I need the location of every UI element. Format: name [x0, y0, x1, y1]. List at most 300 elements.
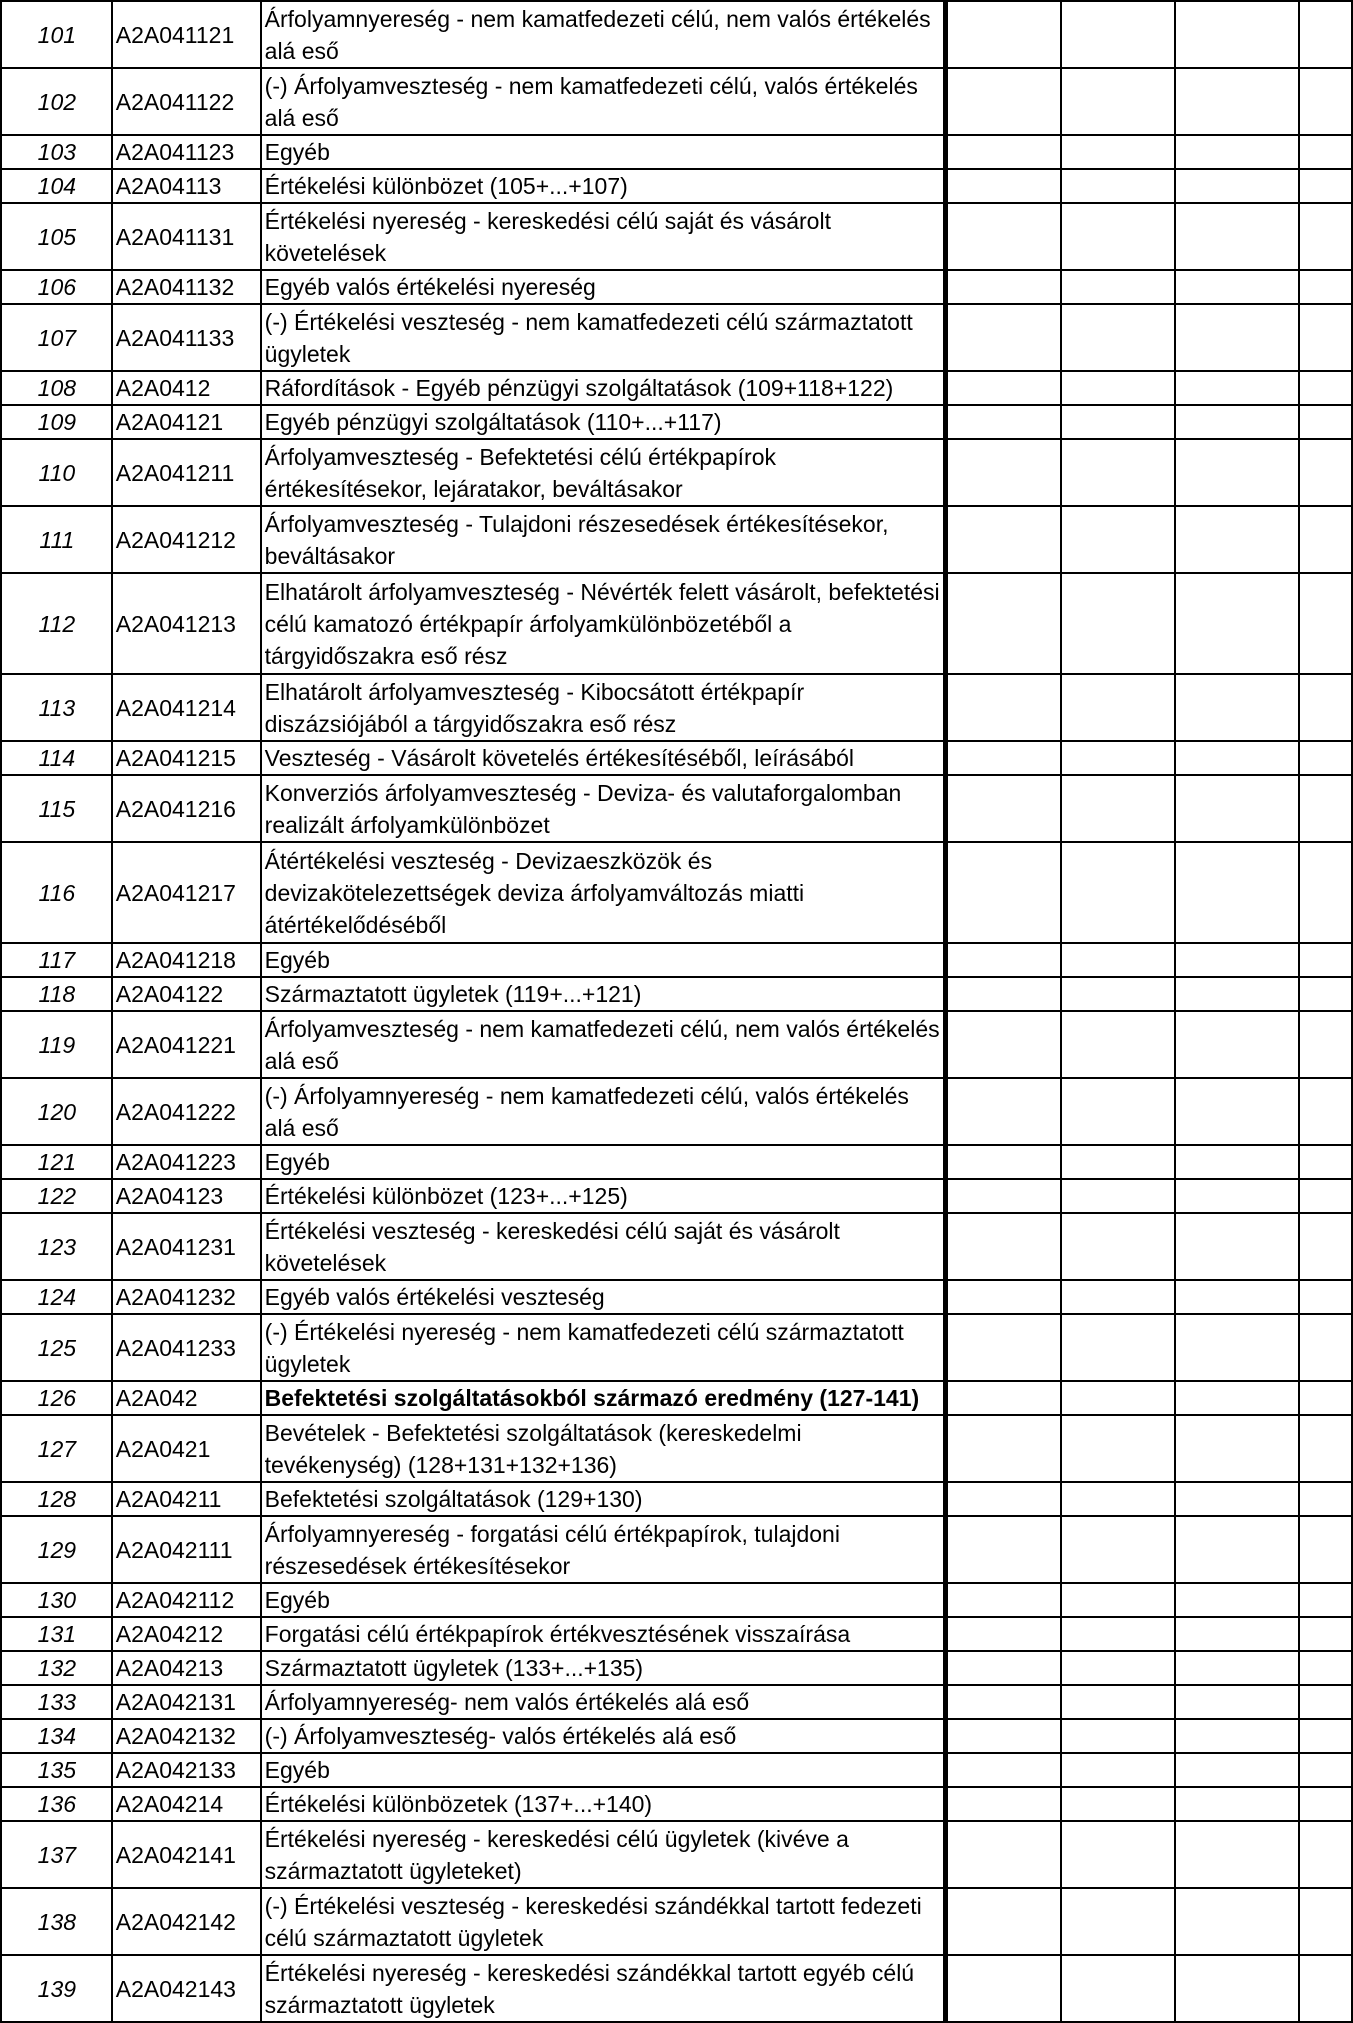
- value-cell[interactable]: [1175, 1213, 1299, 1280]
- value-cell[interactable]: [1299, 1888, 1352, 1955]
- value-cell[interactable]: [1299, 1583, 1352, 1617]
- value-cell[interactable]: [1175, 842, 1299, 943]
- value-cell[interactable]: [945, 1787, 1061, 1821]
- value-cell[interactable]: [945, 1685, 1061, 1719]
- row-number-cell: 124: [1, 1280, 112, 1314]
- row-number-cell: 131: [1, 1617, 112, 1651]
- row-description-cell: Árfolyamnyereség - nem kamatfedezeti célú, nem valós értékelés alá eső: [261, 1, 946, 68]
- row-code-cell: A2A041211: [112, 439, 261, 506]
- row-description-cell: Árfolyamnyereség- nem valós értékelés alá eső: [261, 1685, 946, 1719]
- table-row: [1, 741, 1352, 775]
- row-number-cell: 132: [1, 1651, 112, 1685]
- row-description-cell: Árfolyamveszteség - nem kamatfedezeti célú, nem valós értékelés alá eső: [261, 1011, 946, 1078]
- value-cell[interactable]: [1175, 371, 1299, 405]
- row-number-cell: 120: [1, 1078, 112, 1145]
- row-description-cell: Bevételek - Befektetési szolgáltatások (kereskedelmi tevékenység) (128+131+132+136): [261, 1415, 946, 1482]
- value-cell[interactable]: [1299, 943, 1352, 977]
- row-description-cell: Egyéb: [261, 1583, 946, 1617]
- table-row: [1, 1821, 1352, 1888]
- value-cell[interactable]: [945, 1280, 1061, 1314]
- value-cell[interactable]: [1061, 1314, 1175, 1381]
- value-cell[interactable]: [1175, 1651, 1299, 1685]
- row-code-cell: A2A041122: [112, 68, 261, 135]
- value-cell[interactable]: [1175, 169, 1299, 203]
- row-number-cell: 134: [1, 1719, 112, 1753]
- table-row: [1, 304, 1352, 371]
- value-cell[interactable]: [1299, 506, 1352, 573]
- value-cell[interactable]: [1175, 1583, 1299, 1617]
- table-row: [1, 405, 1352, 439]
- row-description-cell: (-) Árfolyamveszteség - nem kamatfedezeti célú, valós értékelés alá eső: [261, 68, 946, 135]
- value-cell[interactable]: [1299, 304, 1352, 371]
- row-code-cell: A2A04212: [112, 1617, 261, 1651]
- row-code-cell: A2A04121: [112, 405, 261, 439]
- table-row: [1, 1179, 1352, 1213]
- table-row: [1, 943, 1352, 977]
- table-row: [1, 1078, 1352, 1145]
- row-code-cell: A2A042: [112, 1381, 261, 1415]
- value-cell[interactable]: [1175, 68, 1299, 135]
- table-row: [1, 169, 1352, 203]
- row-description-cell: Értékelési különbözet (105+...+107): [261, 169, 946, 203]
- value-cell[interactable]: [1061, 1955, 1175, 2022]
- table-row: [1, 1011, 1352, 1078]
- value-cell[interactable]: [1061, 1011, 1175, 1078]
- table-row: [1, 775, 1352, 842]
- value-cell[interactable]: [945, 1381, 1061, 1415]
- value-cell[interactable]: [945, 1213, 1061, 1280]
- row-number-cell: 117: [1, 943, 112, 977]
- row-description-cell: (-) Értékelési veszteség - kereskedési szándékkal tartott fedezeti célú származtatott ügyletek: [261, 1888, 946, 1955]
- value-cell[interactable]: [945, 1583, 1061, 1617]
- value-cell[interactable]: [1061, 674, 1175, 741]
- row-description-cell: Befektetési szolgáltatásokból származó eredmény (127-141): [261, 1381, 946, 1415]
- value-cell[interactable]: [1061, 1415, 1175, 1482]
- value-cell[interactable]: [1061, 304, 1175, 371]
- value-cell[interactable]: [1299, 1280, 1352, 1314]
- value-cell[interactable]: [1175, 741, 1299, 775]
- row-code-cell: A2A0412: [112, 371, 261, 405]
- value-cell[interactable]: [1299, 1821, 1352, 1888]
- value-cell[interactable]: [1299, 439, 1352, 506]
- row-description-cell: Értékelési nyereség - kereskedési célú ügyletek (kivéve a származtatott ügyleteket): [261, 1821, 946, 1888]
- value-cell[interactable]: [1299, 169, 1352, 203]
- table-row: [1, 1753, 1352, 1787]
- value-cell[interactable]: [945, 506, 1061, 573]
- value-cell[interactable]: [1061, 943, 1175, 977]
- value-cell[interactable]: [1299, 1, 1352, 68]
- value-cell[interactable]: [1299, 203, 1352, 270]
- value-cell[interactable]: [1061, 775, 1175, 842]
- row-description-cell: Értékelési veszteség - kereskedési célú saját és vásárolt követelések: [261, 1213, 946, 1280]
- row-number-cell: 126: [1, 1381, 112, 1415]
- row-code-cell: A2A041231: [112, 1213, 261, 1280]
- value-cell[interactable]: [1299, 1482, 1352, 1516]
- value-cell[interactable]: [1299, 842, 1352, 943]
- row-code-cell: A2A042112: [112, 1583, 261, 1617]
- row-description-cell: Árfolyamnyereség - forgatási célú értékpapírok, tulajdoni részesedések értékesítésekor: [261, 1516, 946, 1583]
- value-cell[interactable]: [1175, 1482, 1299, 1516]
- value-cell[interactable]: [1299, 68, 1352, 135]
- value-cell[interactable]: [945, 169, 1061, 203]
- table-row: [1, 1583, 1352, 1617]
- value-cell[interactable]: [1175, 1685, 1299, 1719]
- row-code-cell: A2A04213: [112, 1651, 261, 1685]
- value-cell[interactable]: [1299, 1651, 1352, 1685]
- row-number-cell: 129: [1, 1516, 112, 1583]
- value-cell[interactable]: [1299, 1415, 1352, 1482]
- table-row: [1, 1415, 1352, 1482]
- value-cell[interactable]: [1061, 1888, 1175, 1955]
- value-cell[interactable]: [1175, 1314, 1299, 1381]
- row-code-cell: A2A042133: [112, 1753, 261, 1787]
- row-code-cell: A2A0421: [112, 1415, 261, 1482]
- value-cell[interactable]: [1299, 977, 1352, 1011]
- row-number-cell: 107: [1, 304, 112, 371]
- value-cell[interactable]: [1175, 304, 1299, 371]
- value-cell[interactable]: [1299, 674, 1352, 741]
- row-code-cell: A2A041214: [112, 674, 261, 741]
- row-number-cell: 130: [1, 1583, 112, 1617]
- row-description-cell: Egyéb: [261, 135, 946, 169]
- row-code-cell: A2A041223: [112, 1145, 261, 1179]
- value-cell[interactable]: [945, 135, 1061, 169]
- row-description-cell: Befektetési szolgáltatások (129+130): [261, 1482, 946, 1516]
- row-description-cell: (-) Árfolyamveszteség- valós értékelés alá eső: [261, 1719, 946, 1753]
- value-cell[interactable]: [1299, 1179, 1352, 1213]
- value-cell[interactable]: [1175, 203, 1299, 270]
- table-row: [1, 1955, 1352, 2022]
- value-cell[interactable]: [1299, 1617, 1352, 1651]
- value-cell[interactable]: [1299, 405, 1352, 439]
- row-description-cell: Egyéb valós értékelési nyereség: [261, 270, 946, 304]
- row-code-cell: A2A041131: [112, 203, 261, 270]
- value-cell[interactable]: [1299, 1685, 1352, 1719]
- table-row: [1, 1280, 1352, 1314]
- table-row: [1, 270, 1352, 304]
- value-cell[interactable]: [1061, 1516, 1175, 1583]
- row-number-cell: 113: [1, 674, 112, 741]
- row-code-cell: A2A04211: [112, 1482, 261, 1516]
- value-cell[interactable]: [1061, 1078, 1175, 1145]
- value-cell[interactable]: [945, 304, 1061, 371]
- table-row: [1, 1617, 1352, 1651]
- value-cell[interactable]: [1175, 135, 1299, 169]
- value-cell[interactable]: [1299, 1078, 1352, 1145]
- row-number-cell: 103: [1, 135, 112, 169]
- row-number-cell: 128: [1, 1482, 112, 1516]
- value-cell[interactable]: [945, 1314, 1061, 1381]
- table-row: [1, 1482, 1352, 1516]
- value-cell[interactable]: [1175, 674, 1299, 741]
- value-cell[interactable]: [945, 1011, 1061, 1078]
- row-code-cell: A2A04214: [112, 1787, 261, 1821]
- row-number-cell: 104: [1, 169, 112, 203]
- row-number-cell: 111: [1, 506, 112, 573]
- row-description-cell: (-) Értékelési veszteség - nem kamatfedezeti célú származtatott ügyletek: [261, 304, 946, 371]
- value-cell[interactable]: [945, 1821, 1061, 1888]
- value-cell[interactable]: [1061, 1821, 1175, 1888]
- value-cell[interactable]: [945, 1415, 1061, 1482]
- row-number-cell: 123: [1, 1213, 112, 1280]
- value-cell[interactable]: [1299, 741, 1352, 775]
- row-number-cell: 106: [1, 270, 112, 304]
- table-row: [1, 1, 1352, 68]
- table-row: [1, 1213, 1352, 1280]
- table-row: [1, 1314, 1352, 1381]
- value-cell[interactable]: [1061, 741, 1175, 775]
- table-row: [1, 371, 1352, 405]
- row-code-cell: A2A041212: [112, 506, 261, 573]
- row-description-cell: Értékelési különbözetek (137+...+140): [261, 1787, 946, 1821]
- value-cell[interactable]: [945, 439, 1061, 506]
- value-cell[interactable]: [1299, 1213, 1352, 1280]
- row-code-cell: A2A041232: [112, 1280, 261, 1314]
- value-cell[interactable]: [945, 1179, 1061, 1213]
- value-cell[interactable]: [1175, 1787, 1299, 1821]
- row-code-cell: A2A041217: [112, 842, 261, 943]
- table-row: [1, 1685, 1352, 1719]
- value-cell[interactable]: [945, 371, 1061, 405]
- value-cell[interactable]: [1299, 1314, 1352, 1381]
- value-cell[interactable]: [1299, 1381, 1352, 1415]
- value-cell[interactable]: [1175, 1888, 1299, 1955]
- value-cell[interactable]: [1175, 1821, 1299, 1888]
- row-number-cell: 133: [1, 1685, 112, 1719]
- value-cell[interactable]: [1175, 1415, 1299, 1482]
- value-cell[interactable]: [1175, 506, 1299, 573]
- row-description-cell: Értékelési nyereség - kereskedési szándékkal tartott egyéb célú származtatott ügyletek: [261, 1955, 946, 2022]
- value-cell[interactable]: [945, 1955, 1061, 2022]
- row-number-cell: 102: [1, 68, 112, 135]
- row-description-cell: Értékelési nyereség - kereskedési célú saját és vásárolt követelések: [261, 203, 946, 270]
- row-description-cell: Egyéb: [261, 1145, 946, 1179]
- row-description-cell: Ráfordítások - Egyéb pénzügyi szolgáltatások (109+118+122): [261, 371, 946, 405]
- value-cell[interactable]: [1299, 1787, 1352, 1821]
- row-code-cell: A2A041215: [112, 741, 261, 775]
- row-number-cell: 101: [1, 1, 112, 68]
- row-number-cell: 105: [1, 203, 112, 270]
- value-cell[interactable]: [1061, 1, 1175, 68]
- value-cell[interactable]: [1061, 842, 1175, 943]
- value-cell[interactable]: [1061, 1685, 1175, 1719]
- row-code-cell: A2A041132: [112, 270, 261, 304]
- value-cell[interactable]: [945, 68, 1061, 135]
- value-cell[interactable]: [945, 842, 1061, 943]
- value-cell[interactable]: [1299, 1753, 1352, 1787]
- table-row: [1, 506, 1352, 573]
- value-cell[interactable]: [1299, 573, 1352, 674]
- table-row: [1, 842, 1352, 943]
- table-row: [1, 1145, 1352, 1179]
- table-row: [1, 135, 1352, 169]
- value-cell[interactable]: [1061, 1145, 1175, 1179]
- value-cell[interactable]: [1061, 270, 1175, 304]
- row-code-cell: A2A04122: [112, 977, 261, 1011]
- value-cell[interactable]: [1061, 405, 1175, 439]
- table-row: [1, 977, 1352, 1011]
- value-cell[interactable]: [1175, 573, 1299, 674]
- value-cell[interactable]: [945, 405, 1061, 439]
- row-description-cell: Egyéb pénzügyi szolgáltatások (110+...+117): [261, 405, 946, 439]
- row-code-cell: A2A041133: [112, 304, 261, 371]
- value-cell[interactable]: [1175, 270, 1299, 304]
- row-code-cell: A2A042131: [112, 1685, 261, 1719]
- row-description-cell: Átértékelési veszteség - Devizaeszközök és devizakötelezettségek deviza árfolyamváltozás miatti átértékelődéséből: [261, 842, 946, 943]
- value-cell[interactable]: [1299, 371, 1352, 405]
- value-cell[interactable]: [1175, 1078, 1299, 1145]
- table-row: [1, 68, 1352, 135]
- value-cell[interactable]: [1061, 203, 1175, 270]
- value-cell[interactable]: [1299, 1145, 1352, 1179]
- value-cell[interactable]: [1175, 1955, 1299, 2022]
- row-number-cell: 116: [1, 842, 112, 943]
- row-number-cell: 137: [1, 1821, 112, 1888]
- value-cell[interactable]: [1175, 1179, 1299, 1213]
- value-cell[interactable]: [1175, 1280, 1299, 1314]
- value-cell[interactable]: [1061, 977, 1175, 1011]
- row-code-cell: A2A042132: [112, 1719, 261, 1753]
- row-number-cell: 125: [1, 1314, 112, 1381]
- value-cell[interactable]: [945, 775, 1061, 842]
- row-description-cell: Egyéb valós értékelési veszteség: [261, 1280, 946, 1314]
- value-cell[interactable]: [1175, 1011, 1299, 1078]
- value-cell[interactable]: [1175, 1145, 1299, 1179]
- row-number-cell: 135: [1, 1753, 112, 1787]
- row-description-cell: Konverziós árfolyamveszteség - Deviza- és valutaforgalomban realizált árfolyamkülönbözet: [261, 775, 946, 842]
- row-code-cell: A2A042143: [112, 1955, 261, 2022]
- row-number-cell: 112: [1, 573, 112, 674]
- value-cell[interactable]: [1061, 371, 1175, 405]
- row-number-cell: 110: [1, 439, 112, 506]
- value-cell[interactable]: [1061, 1753, 1175, 1787]
- value-cell[interactable]: [945, 1516, 1061, 1583]
- row-code-cell: A2A042111: [112, 1516, 261, 1583]
- value-cell[interactable]: [945, 573, 1061, 674]
- row-description-cell: Származtatott ügyletek (119+...+121): [261, 977, 946, 1011]
- value-cell[interactable]: [945, 203, 1061, 270]
- value-cell[interactable]: [1061, 169, 1175, 203]
- table-row: [1, 1787, 1352, 1821]
- value-cell[interactable]: [1175, 1, 1299, 68]
- value-cell[interactable]: [1061, 1381, 1175, 1415]
- row-code-cell: A2A041216: [112, 775, 261, 842]
- value-cell[interactable]: [1061, 135, 1175, 169]
- table-row: [1, 1888, 1352, 1955]
- row-code-cell: A2A041123: [112, 135, 261, 169]
- value-cell[interactable]: [945, 943, 1061, 977]
- row-code-cell: A2A041213: [112, 573, 261, 674]
- row-number-cell: 114: [1, 741, 112, 775]
- value-cell[interactable]: [945, 977, 1061, 1011]
- value-cell[interactable]: [1175, 1381, 1299, 1415]
- value-cell[interactable]: [1061, 1179, 1175, 1213]
- value-cell[interactable]: [945, 1, 1061, 68]
- value-cell[interactable]: [1175, 1719, 1299, 1753]
- value-cell[interactable]: [945, 270, 1061, 304]
- row-description-cell: Árfolyamveszteség - Befektetési célú értékpapírok értékesítésekor, lejáratakor, beváltásakor: [261, 439, 946, 506]
- row-number-cell: 121: [1, 1145, 112, 1179]
- row-code-cell: A2A04123: [112, 1179, 261, 1213]
- value-cell[interactable]: [1175, 1516, 1299, 1583]
- value-cell[interactable]: [1061, 506, 1175, 573]
- value-cell[interactable]: [1299, 1011, 1352, 1078]
- table-row: [1, 1719, 1352, 1753]
- value-cell[interactable]: [1061, 68, 1175, 135]
- value-cell[interactable]: [1175, 977, 1299, 1011]
- row-description-cell: Származtatott ügyletek (133+...+135): [261, 1651, 946, 1685]
- table-row: [1, 439, 1352, 506]
- row-code-cell: A2A042142: [112, 1888, 261, 1955]
- value-cell[interactable]: [945, 741, 1061, 775]
- value-cell[interactable]: [1299, 135, 1352, 169]
- row-code-cell: A2A042141: [112, 1821, 261, 1888]
- value-cell[interactable]: [1299, 270, 1352, 304]
- value-cell[interactable]: [945, 1078, 1061, 1145]
- value-cell[interactable]: [1061, 1583, 1175, 1617]
- value-cell[interactable]: [1175, 943, 1299, 977]
- value-cell[interactable]: [1299, 775, 1352, 842]
- row-number-cell: 119: [1, 1011, 112, 1078]
- row-number-cell: 122: [1, 1179, 112, 1213]
- row-code-cell: A2A041221: [112, 1011, 261, 1078]
- table-row: [1, 1651, 1352, 1685]
- row-code-cell: A2A041218: [112, 943, 261, 977]
- value-cell[interactable]: [1061, 1482, 1175, 1516]
- row-number-cell: 118: [1, 977, 112, 1011]
- value-cell[interactable]: [1175, 405, 1299, 439]
- row-description-cell: (-) Árfolyamnyereség - nem kamatfedezeti célú, valós értékelés alá eső: [261, 1078, 946, 1145]
- value-cell[interactable]: [945, 1482, 1061, 1516]
- value-cell[interactable]: [1299, 1955, 1352, 2022]
- table-body: [1, 1, 1352, 2022]
- row-number-cell: 138: [1, 1888, 112, 1955]
- row-number-cell: 115: [1, 775, 112, 842]
- value-cell[interactable]: [1061, 1651, 1175, 1685]
- value-cell[interactable]: [1299, 1719, 1352, 1753]
- value-cell[interactable]: [1061, 1787, 1175, 1821]
- value-cell[interactable]: [1299, 1516, 1352, 1583]
- value-cell[interactable]: [1175, 1617, 1299, 1651]
- table-row: [1, 674, 1352, 741]
- value-cell[interactable]: [1061, 573, 1175, 674]
- value-cell[interactable]: [945, 1145, 1061, 1179]
- row-description-cell: Elhatárolt árfolyamveszteség - Névérték felett vásárolt, befektetési célú kamatozó értékpapír árfolyamkülönbözetéből a tárgyidőszakra eső rész: [261, 573, 946, 674]
- value-cell[interactable]: [945, 674, 1061, 741]
- row-description-cell: Forgatási célú értékpapírok értékvesztésének visszaírása: [261, 1617, 946, 1651]
- value-cell[interactable]: [1061, 1213, 1175, 1280]
- value-cell[interactable]: [1175, 439, 1299, 506]
- value-cell[interactable]: [1061, 1617, 1175, 1651]
- row-number-cell: 139: [1, 1955, 112, 2022]
- value-cell[interactable]: [945, 1719, 1061, 1753]
- value-cell[interactable]: [945, 1651, 1061, 1685]
- value-cell[interactable]: [1175, 1753, 1299, 1787]
- value-cell[interactable]: [1175, 775, 1299, 842]
- row-number-cell: 109: [1, 405, 112, 439]
- row-description-cell: Értékelési különbözet (123+...+125): [261, 1179, 946, 1213]
- value-cell[interactable]: [1061, 1280, 1175, 1314]
- value-cell[interactable]: [945, 1617, 1061, 1651]
- row-code-cell: A2A04113: [112, 169, 261, 203]
- row-code-cell: A2A041233: [112, 1314, 261, 1381]
- value-cell[interactable]: [1061, 439, 1175, 506]
- row-number-cell: 127: [1, 1415, 112, 1482]
- value-cell[interactable]: [945, 1753, 1061, 1787]
- table-row: [1, 1381, 1352, 1415]
- value-cell[interactable]: [945, 1888, 1061, 1955]
- value-cell[interactable]: [1061, 1719, 1175, 1753]
